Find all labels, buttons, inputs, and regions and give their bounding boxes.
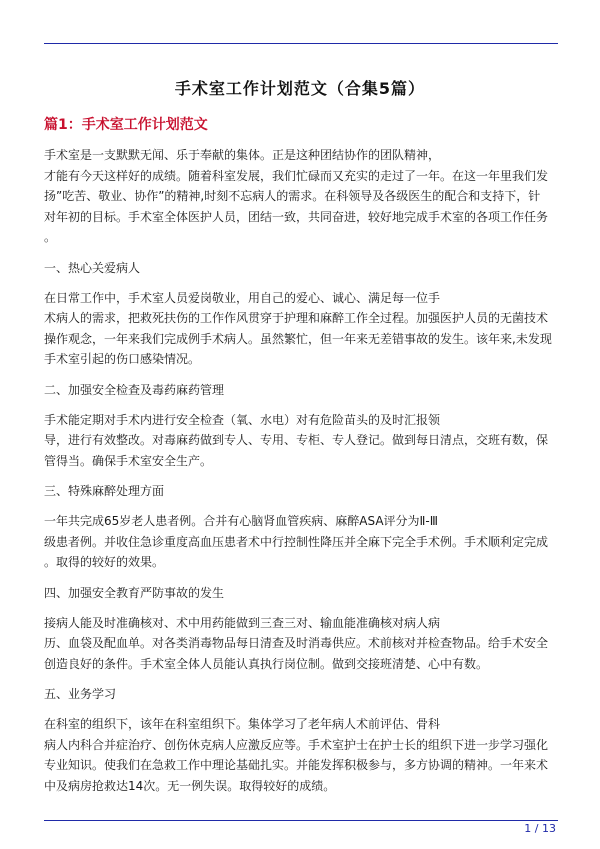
header-rule: [44, 43, 558, 44]
paragraph-safety-drug-management: 手术能定期对手术内进行安全检查（氧、水电）对有危险苗头的及时汇报领 导，进行有效整改。对毒麻药做到专人、专用、专柜、专人登记。做到每日清点，交班有数，保 管得当。确保手术室安全生产。: [44, 412, 549, 468]
heading-professional-study: 五、业务学习: [44, 687, 117, 701]
paragraph-care-patients: 在日常工作中，手术室人员爱岗敬业，用自己的爱心、诚心、满足每一位手 术病人的需求，把救死扶伤的工作作风贯穿于护理和麻醉工作全过程。加强医护人员的无菌技术 操作观念，一年来我们完成例手术病人。虽然繁忙，但一年来无差错事故的发生。该年来,未发现 手术室引起的伤口感染情况。: [44, 290, 552, 366]
page-number: 1 / 13: [524, 822, 556, 835]
footer-rule: [44, 820, 558, 821]
document-body: [44, 145, 560, 806]
document-title: 手术室工作计划范文（合集5篇）: [174, 79, 426, 98]
section-heading: 篇1：手术室工作计划范文: [44, 117, 208, 133]
heading-safety-education: 四、加强安全教育严防事故的发生: [44, 585, 225, 600]
heading-safety-drug-management: 二、加强安全检查及毒药麻药管理: [44, 382, 225, 397]
heading-care-patients: 一、热心关爱病人: [44, 260, 141, 275]
paragraph-special-anesthesia: 一年共完成65岁老人患者例。合并有心脑肾血管疾病、麻醉ASA评分为Ⅱ-Ⅲ 级患者例。并收住急诊重度高血压患者术中行控制性降压并全麻下完全手术例。手术顺利定完成 。取得的较好的效果。: [44, 514, 549, 569]
paragraph-professional-study: 在科室的组织下，该年在科室组织下。集体学习了老年病人术前评估、骨科 病人内科合并症治疗、创伤休克病人应激反应等。手术室护士在护士长的组织下进一步学习强化 专业知识。使我们在急救工作中理论基础扎实。并能发挥积极参与，多方协调的精神。一年来术 中及病房抢救达14次。无一例失误。取得较好的成绩。: [44, 717, 549, 793]
paragraph-intro: 手术室是一支默默无闻、乐于奉献的集体。正是这种团结协作的团队精神， 才能有今天这样好的成绩。随着科室发展，我们忙碌而又充实的走过了一年。在这一年里我们发 扬”吃苦、敬业、协作”的精神,时刻不忘病人的需求。在科领导及各级医生的配合和支持下，针 对年初的目标。手术室全体医护人员，团结一致，共同奋进，较好地完成手术室的各项工作任务 。: [44, 148, 549, 244]
paragraph-safety-education: 接病人能及时准确核对、术中用药能做到三查三对、输血能准确核对病人病 历、血袋及配血单。对各类消毒物品每日清查及时消毒供应。术前核对并检查物品。给手术安全 创造良好的条件。手术室全体人员能认真执行岗位制。做到交接班清楚、心中有数。: [44, 615, 549, 671]
heading-special-anesthesia: 三、特殊麻醉处理方面: [44, 484, 165, 498]
